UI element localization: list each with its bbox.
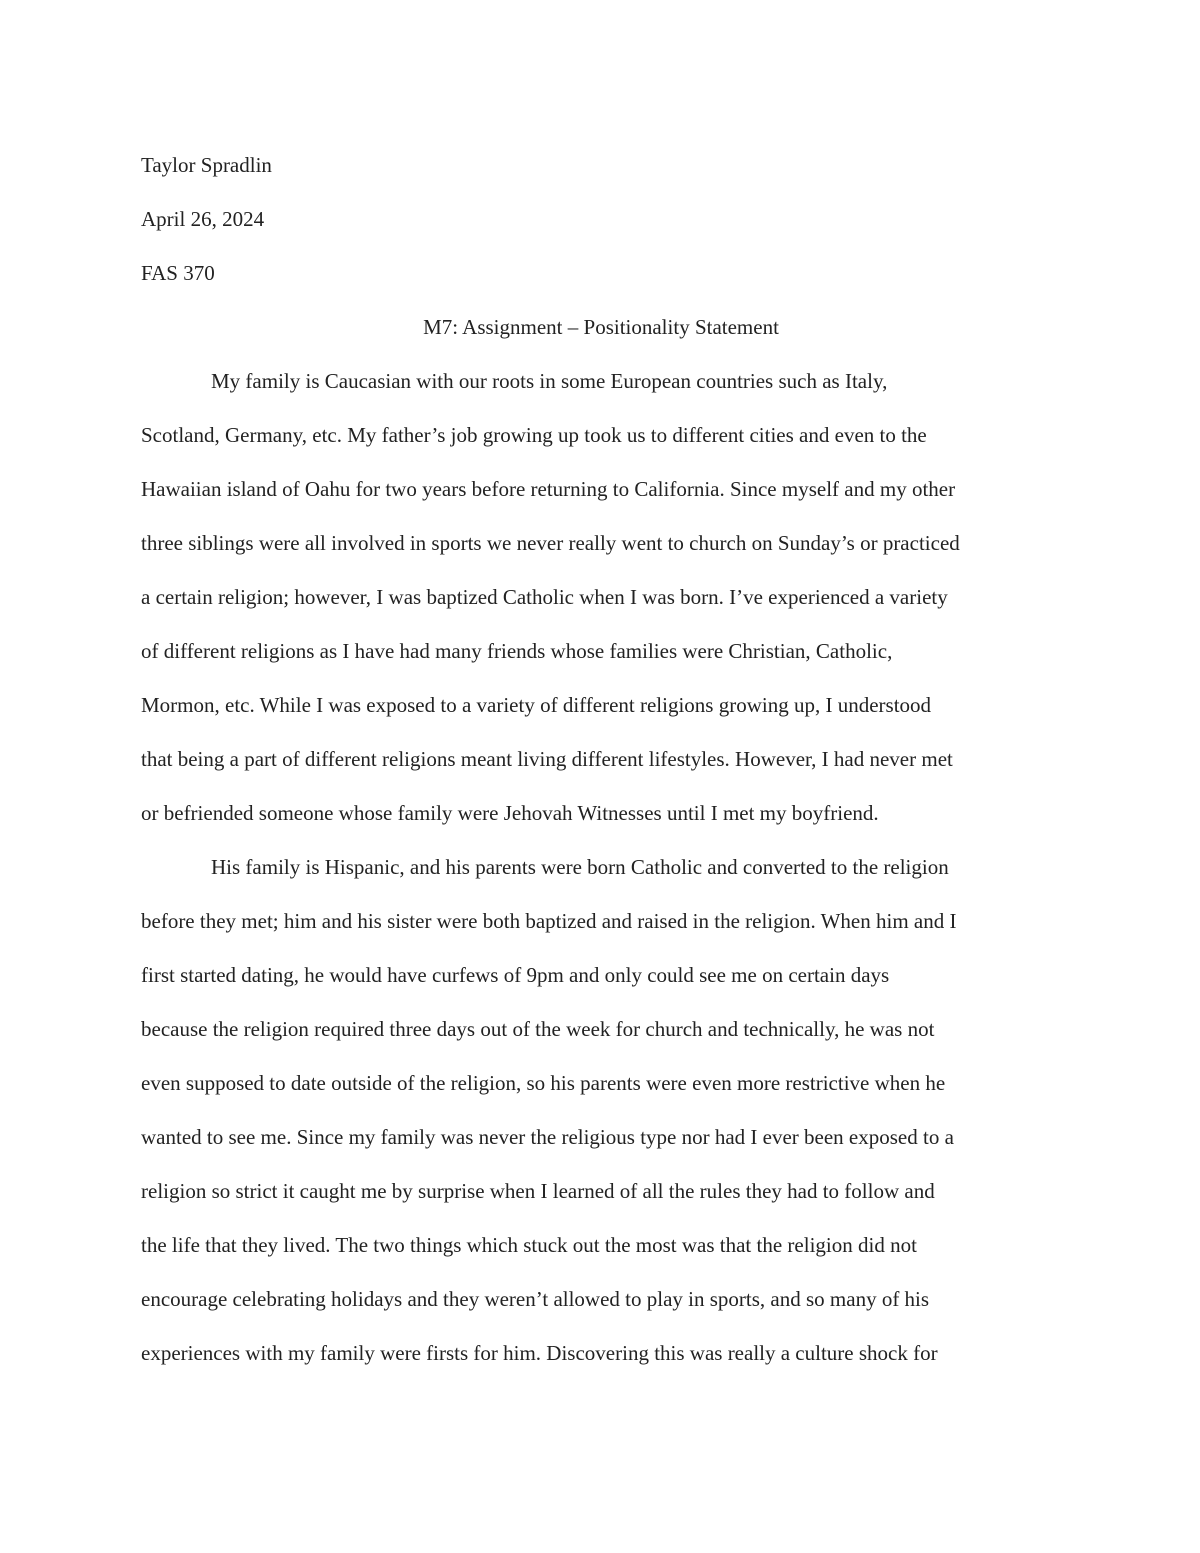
paragraph-line: or befriended someone whose family were Jehovah Witnesses until I met my boyfriend.	[141, 801, 879, 825]
paragraph-line: that being a part of different religions meant living different lifestyles. However, I had never met	[141, 747, 953, 771]
document-body	[141, 138, 1061, 1380]
paragraph-line: the life that they lived. The two things which stuck out the most was that the religion did not	[141, 1233, 917, 1257]
paragraph-2	[141, 840, 1061, 1380]
document-date: April 26, 2024	[141, 207, 265, 231]
paragraph-line: before they met; him and his sister were both baptized and raised in the religion. When him and I	[141, 909, 957, 933]
paragraph-line: experiences with my family were firsts for him. Discovering this was really a culture shock for	[141, 1341, 938, 1365]
paragraph-line: a certain religion; however, I was baptized Catholic when I was born. I’ve experienced a variety	[141, 585, 948, 609]
document-title: M7: Assignment – Positionality Statement	[423, 315, 779, 339]
paragraph-line: Mormon, etc. While I was exposed to a variety of different religions growing up, I understood	[141, 693, 932, 717]
paragraph-line: religion so strict it caught me by surprise when I learned of all the rules they had to follow and	[141, 1179, 935, 1203]
paragraph-line: encourage celebrating holidays and they weren’t allowed to play in sports, and so many of his	[141, 1287, 930, 1311]
paragraph-line: even supposed to date outside of the religion, so his parents were even more restrictive when he	[141, 1071, 946, 1095]
paragraph-line: three siblings were all involved in sports we never really went to church on Sunday’s or practiced	[141, 531, 960, 555]
author-name: Taylor Spradlin	[141, 153, 272, 177]
paragraph-line: His family is Hispanic, and his parents were born Catholic and converted to the religion	[211, 855, 949, 879]
paragraph-line: wanted to see me. Since my family was never the religious type nor had I ever been exposed to a	[141, 1125, 954, 1149]
paragraph-1	[141, 354, 1061, 840]
paragraph-line: My family is Caucasian with our roots in some European countries such as Italy,	[211, 369, 888, 393]
paragraph-line: because the religion required three days out of the week for church and technically, he was not	[141, 1017, 935, 1041]
paragraph-line: of different religions as I have had many friends whose families were Christian, Catholic,	[141, 639, 893, 663]
paragraph-line: first started dating, he would have curfews of 9pm and only could see me on certain days	[141, 963, 890, 987]
paragraph-line: Scotland, Germany, etc. My father’s job growing up took us to different cities and even to the	[141, 423, 927, 447]
paragraph-line: Hawaiian island of Oahu for two years before returning to California. Since myself and my other	[141, 477, 956, 501]
course-code: FAS 370	[141, 261, 215, 285]
